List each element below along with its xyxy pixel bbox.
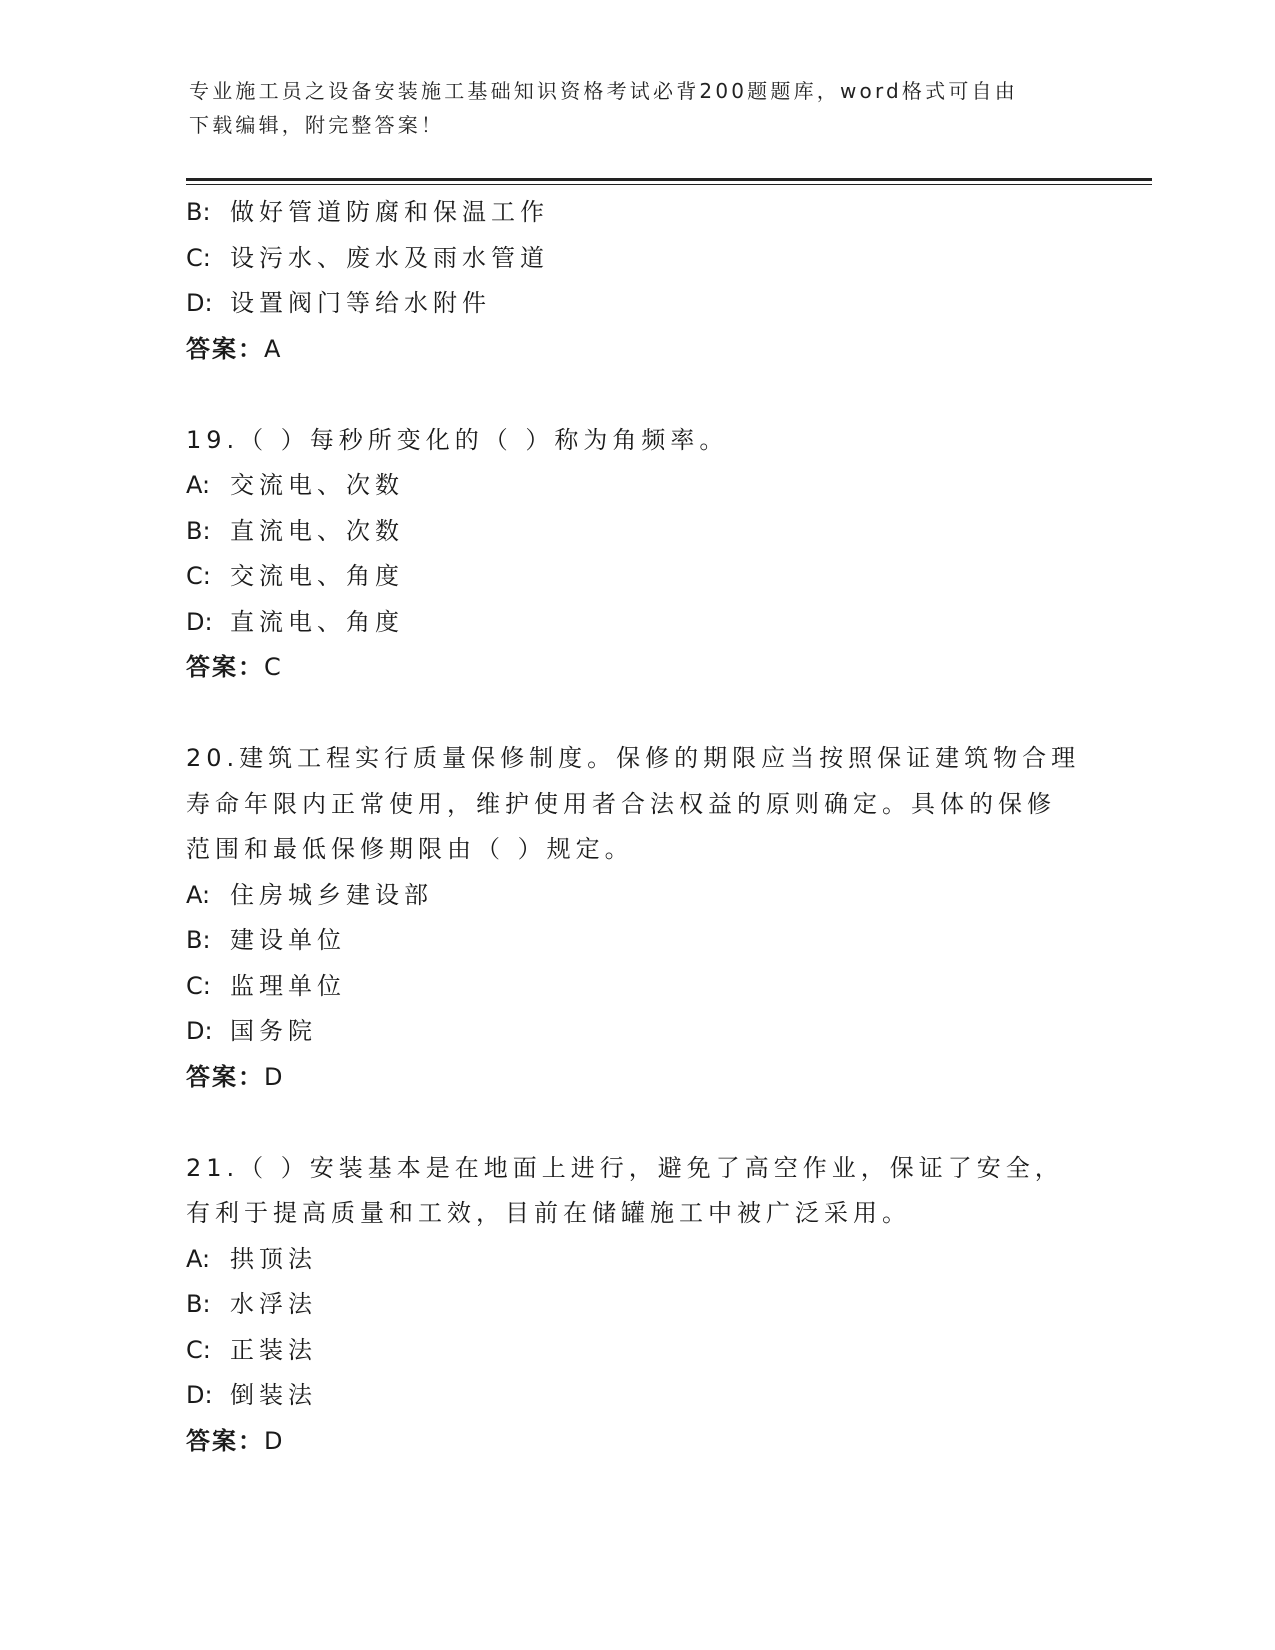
answer-line: [186, 1055, 1086, 1101]
question-stem: 范围和最低保修期限由（ ）规定。: [186, 835, 634, 863]
answer-label: 答案：: [186, 1062, 264, 1091]
option-text: 国务院: [230, 1017, 317, 1045]
question-stem: 21.（ ）安装基本是在地面上进行，避免了高空作业，保证了安全，: [186, 1153, 1064, 1182]
option-label: B:: [186, 198, 211, 226]
option-label: C:: [186, 971, 211, 1000]
question-spacer: [186, 372, 1086, 418]
question-list: [186, 190, 1086, 1464]
question-spacer: [186, 691, 1086, 737]
option-label: B:: [186, 1290, 211, 1318]
option-text: 设置阀门等给水附件: [230, 289, 491, 317]
option-d: [186, 600, 1086, 646]
option-label: A:: [186, 1244, 211, 1273]
option-d: [186, 1373, 1086, 1419]
option-label: B:: [186, 926, 211, 954]
option-label: C:: [186, 1335, 211, 1364]
option-a: [186, 463, 1086, 509]
option-label: A:: [186, 471, 211, 499]
option-a: [186, 1237, 1086, 1283]
option-label: B:: [186, 516, 211, 545]
option-d: [186, 1009, 1086, 1055]
question-stem: 有利于提高质量和工效，目前在储罐施工中被广泛采用。: [186, 1199, 911, 1227]
option-b: [186, 1282, 1086, 1328]
option-a: [186, 873, 1086, 919]
header-rule-thin: [186, 184, 1152, 185]
answer-value: C: [264, 653, 281, 681]
option-text: 交流电、次数: [230, 471, 404, 499]
option-text: 监理单位: [230, 971, 346, 1000]
question-stem: 19.（ ）每秒所变化的（ ）称为角频率。: [186, 425, 729, 454]
option-text: 做好管道防腐和保温工作: [230, 198, 549, 226]
option-text: 直流电、角度: [230, 607, 404, 636]
answer-label: 答案：: [186, 1426, 264, 1455]
option-c: [186, 1328, 1086, 1374]
option-text: 交流电、角度: [230, 562, 404, 590]
option-text: 倒装法: [230, 1381, 317, 1409]
option-b: [186, 190, 1086, 236]
option-text: 住房城乡建设部: [230, 880, 433, 909]
answer-label: 答案：: [186, 653, 264, 681]
answer-line: [186, 645, 1086, 691]
document-header: [189, 74, 1069, 142]
question-20: [186, 736, 1086, 1100]
option-b: [186, 918, 1086, 964]
option-label: C:: [186, 243, 211, 272]
option-label: D:: [186, 1017, 213, 1045]
question-spacer: [186, 1100, 1086, 1146]
option-text: 拱顶法: [230, 1244, 317, 1273]
question-stem: 寿命年限内正常使用，维护使用者合法权益的原则确定。具体的保修: [186, 789, 1056, 818]
option-label: D:: [186, 289, 213, 317]
option-d: [186, 281, 1086, 327]
option-c: [186, 554, 1086, 600]
header-line-1: 专业施工员之设备安装施工基础知识资格考试必背200题题库，word格式可自由: [189, 79, 1018, 103]
question-18-tail: [186, 190, 1086, 372]
option-text: 正装法: [230, 1335, 317, 1364]
header-line-2: 下载编辑，附完整答案！: [189, 113, 445, 137]
option-text: 直流电、次数: [230, 516, 404, 545]
header-rule-thick: [186, 178, 1152, 181]
answer-line: [186, 1419, 1086, 1465]
question-stem: 20.建筑工程实行质量保修制度。保修的期限应当按照保证建筑物合理: [186, 744, 1081, 772]
answer-line: [186, 327, 1086, 373]
option-text: 水浮法: [230, 1290, 317, 1318]
answer-value: D: [264, 1062, 283, 1091]
answer-value: A: [264, 334, 281, 363]
question-21: [186, 1146, 1086, 1465]
option-label: D:: [186, 1381, 213, 1409]
option-c: [186, 236, 1086, 282]
option-label: C:: [186, 562, 211, 590]
option-b: [186, 509, 1086, 555]
option-text: 设污水、废水及雨水管道: [230, 243, 549, 272]
option-label: D:: [186, 607, 213, 636]
answer-value: D: [264, 1426, 283, 1455]
option-c: [186, 964, 1086, 1010]
option-label: A:: [186, 880, 211, 909]
question-19: [186, 418, 1086, 691]
option-text: 建设单位: [230, 926, 346, 954]
answer-label: 答案：: [186, 334, 264, 363]
